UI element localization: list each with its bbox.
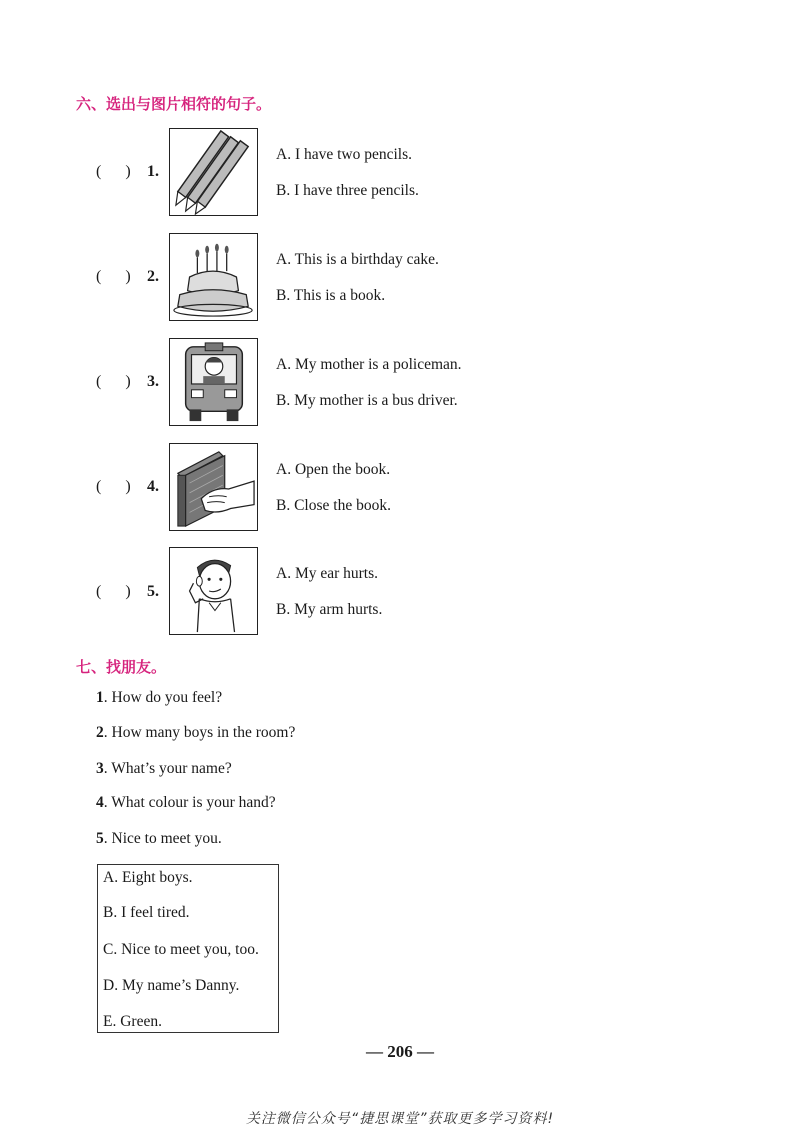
item-number-2: 2. [147,268,159,285]
option-4b: B. Close the book. [276,497,391,514]
option-5b: B. My arm hurts. [276,601,383,618]
section-6-title: 六、选出与图片相符的句子。 [76,95,272,113]
question-text: . What colour is your hand? [103,794,276,811]
question-text: . What’s your name? [103,760,232,777]
option-2b: B. This is a book. [276,287,386,304]
question-5 [96,830,222,848]
answer-blank-5[interactable]: ( ) [96,583,131,600]
question-2 [96,724,295,742]
answer-b: B. I feel tired. [103,904,190,921]
item-number-5: 5. [147,583,159,600]
bus-driver-icon [169,338,258,426]
option-1b: B. I have three pencils. [276,182,419,199]
page-number: — 206 — [366,1042,434,1061]
question-text: . How do you feel? [103,689,223,706]
option-1a: A. I have two pencils. [276,146,413,163]
pencils-icon [169,128,258,216]
answer-c: C. Nice to meet you, too. [103,941,259,958]
item-number-3: 3. [147,373,159,390]
answer-a: A. Eight boys. [103,869,193,886]
question-number: 5 [96,830,104,847]
option-4a: A. Open the book. [276,461,391,478]
question-number: 3 [96,760,104,777]
question-number: 1 [96,689,104,706]
question-1 [96,689,222,707]
answer-d: D. My name’s Danny. [103,977,240,994]
section-7-title: 七、找朋友。 [76,658,167,676]
question-number: 2 [96,724,104,741]
option-5a: A. My ear hurts. [276,565,379,582]
question-text: . How many boys in the room? [103,724,296,741]
footer-note: 关注微信公众号“捷思课堂”获取更多学习资料! [245,1111,555,1127]
hand-closing-book-icon [169,443,258,531]
item-number-4: 4. [147,478,159,495]
answer-e: E. Green. [103,1013,162,1030]
item-number-1: 1. [147,163,159,180]
option-3b: B. My mother is a bus driver. [276,392,458,409]
birthday-cake-icon [169,233,258,321]
answer-blank-4[interactable]: ( ) [96,478,131,495]
question-text: . Nice to meet you. [103,830,222,847]
question-3 [96,760,232,778]
option-2a: A. This is a birthday cake. [276,251,439,268]
option-3a: A. My mother is a policeman. [276,356,462,373]
answer-blank-3[interactable]: ( ) [96,373,131,390]
boy-ear-icon [169,547,258,635]
answer-blank-2[interactable]: ( ) [96,268,131,285]
answer-blank-1[interactable]: ( ) [96,163,131,180]
question-4 [96,794,276,812]
question-number: 4 [96,794,104,811]
